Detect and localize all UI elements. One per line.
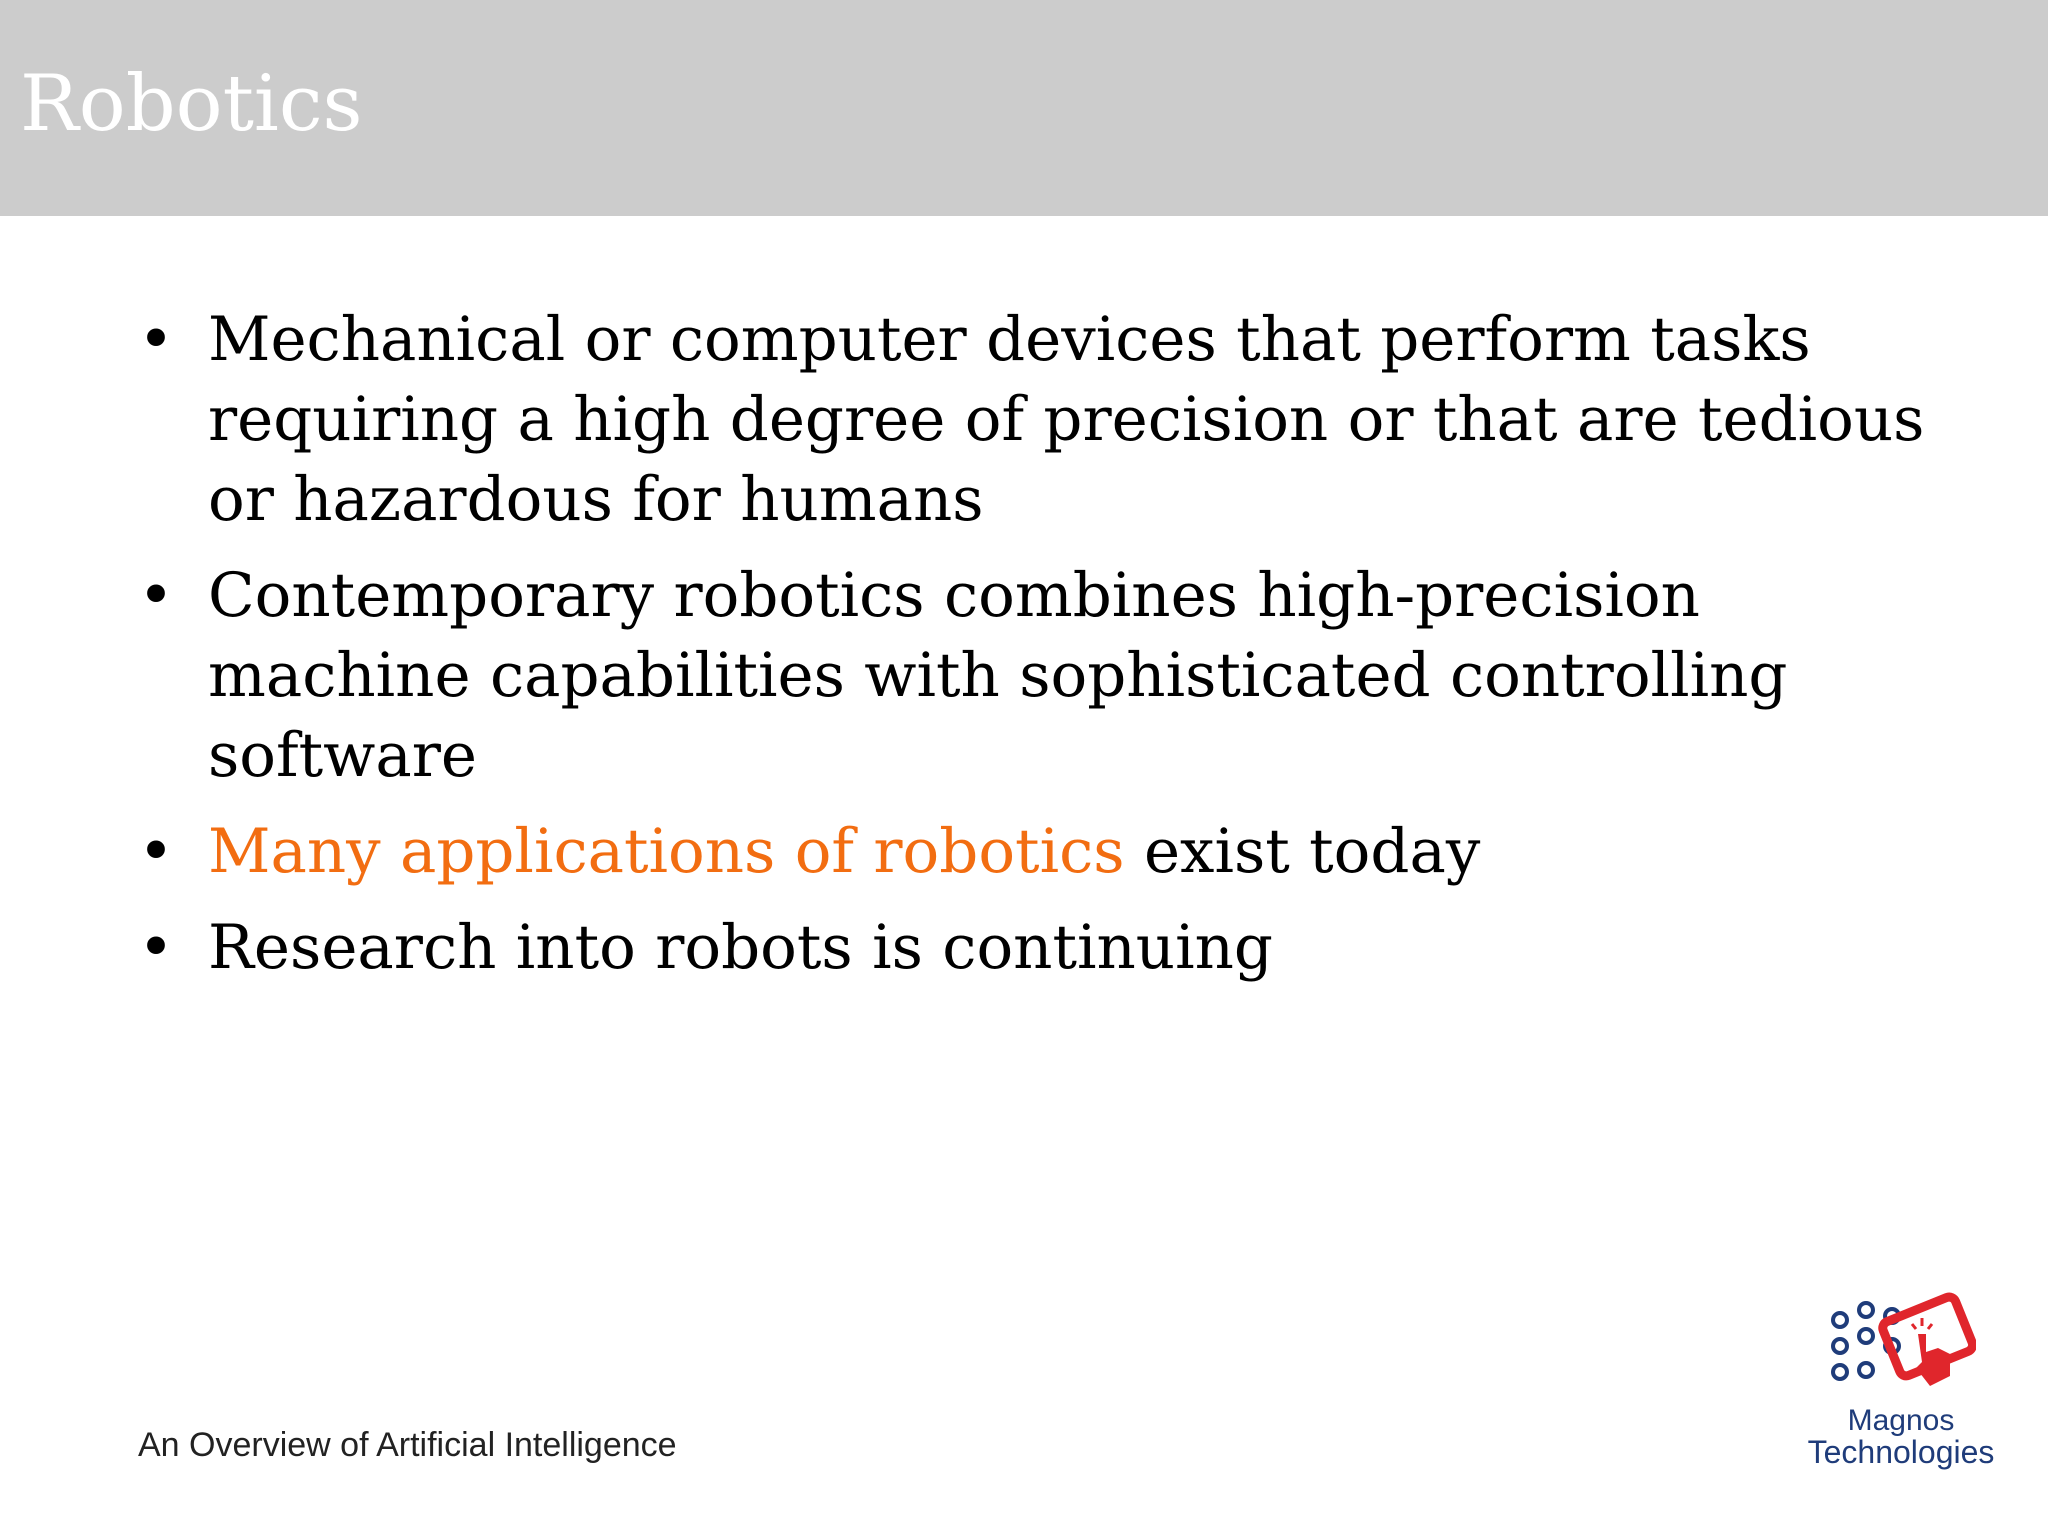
bullet-text: Mechanical or computer devices that perform tasks requiring a high degree of precision or that are tedious or hazardous for humans xyxy=(208,304,1925,535)
footer-text: An Overview of Artificial Intelligence xyxy=(138,1426,677,1464)
slide-title: Robotics xyxy=(20,59,363,149)
logo-name-line-2: Technologies xyxy=(1807,1434,1995,1470)
bullet-icon: • xyxy=(138,816,174,887)
bullet-icon: • xyxy=(138,560,174,631)
bullet-icon: • xyxy=(138,912,174,983)
bullet-highlight-text: Many applications of robotics xyxy=(208,816,1125,887)
bullet-text: Research into robots is continuing xyxy=(208,912,1273,983)
bullet-list xyxy=(138,300,1938,1004)
bullet-item xyxy=(138,908,1938,988)
company-logo xyxy=(1776,1290,2026,1475)
bullet-text: Contemporary robotics combines high-precision machine capabilities with sophisticated controlling software xyxy=(208,560,1788,791)
title-bar xyxy=(0,0,2048,216)
bullet-item xyxy=(138,556,1938,796)
bullet-text: exist today xyxy=(1124,816,1481,887)
magnos-logo-icon xyxy=(1826,1290,1976,1400)
logo-name-line-1: Magnos xyxy=(1847,1404,1955,1437)
bullet-item xyxy=(138,300,1938,540)
bullet-item xyxy=(138,812,1938,892)
bullet-icon: • xyxy=(138,304,174,375)
